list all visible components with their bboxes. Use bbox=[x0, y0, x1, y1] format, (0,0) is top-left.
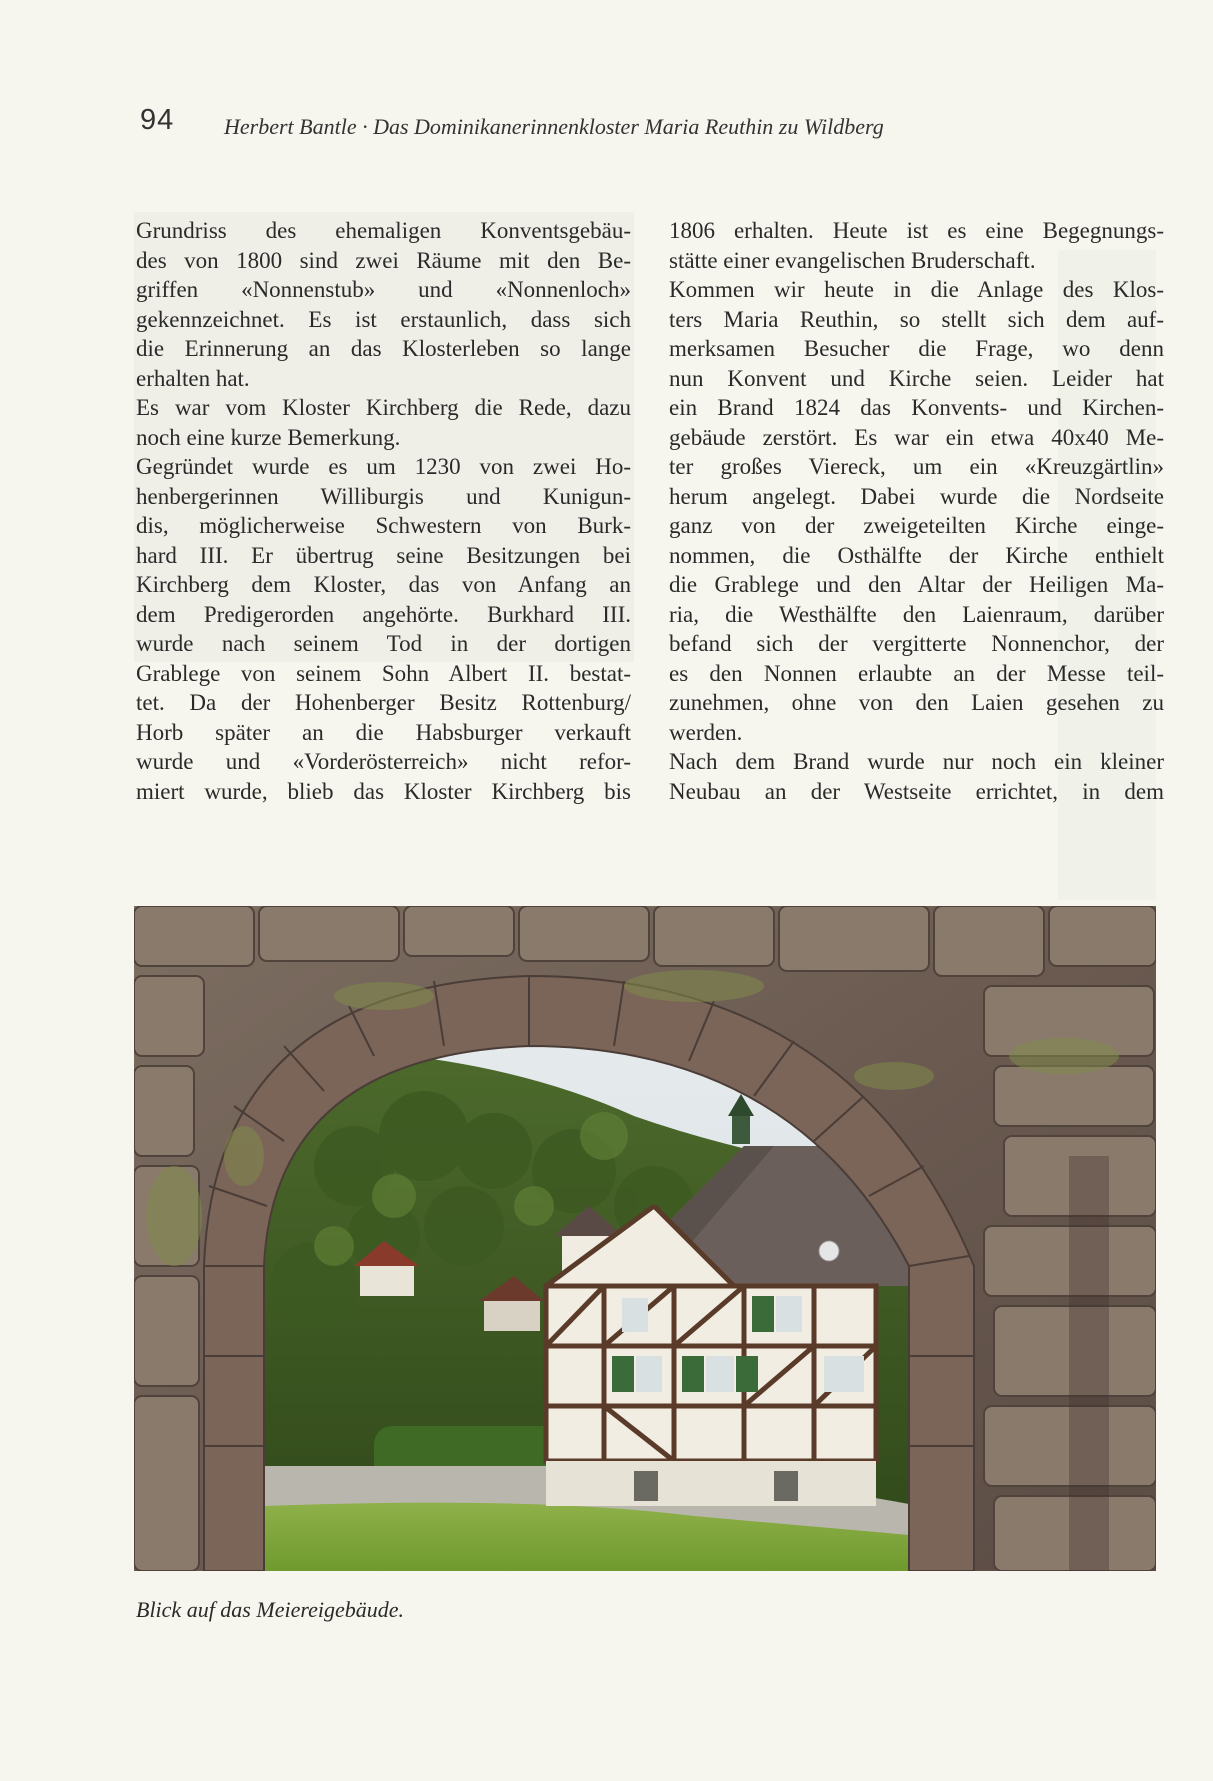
text-line: miert wurde, blieb das Kloster Kirchberg bis bbox=[136, 778, 631, 804]
text-line: Horb später an die Habsburger verkauft bbox=[136, 719, 631, 745]
text-line: befand sich der vergitterte Nonnenchor, der bbox=[669, 631, 1164, 656]
text-line: gekennzeichnet. Es ist erstaunlich, dass sich bbox=[136, 306, 631, 332]
text-line: Grablege von seinem Sohn Albert II. bestat- bbox=[136, 660, 631, 686]
text-line: die Grablege und den Altar der Heiligen Ma- bbox=[669, 572, 1164, 597]
text-line: Neubau an der Westseite errichtet, in dem bbox=[669, 778, 1164, 804]
text-line: Gegründet wurde es um 1230 von zwei Ho- bbox=[136, 454, 631, 479]
text-line: die Erinnerung an das Klosterleben so lange bbox=[136, 336, 631, 361]
text-line: hard III. Er übertrug seine Besitzungen bei bbox=[136, 542, 631, 568]
text-line: Grundriss des ehemaligen Konventsgebäu- bbox=[136, 218, 631, 243]
page-number: 94 bbox=[140, 104, 175, 136]
text-line: erhalten hat. bbox=[136, 365, 250, 391]
text-line: dis, möglicherweise Schwestern von Burk- bbox=[136, 513, 631, 538]
text-line: stätte einer evangelischen Bruderschaft. bbox=[669, 247, 1036, 273]
text-line: merksamen Besucher die Frage, wo denn bbox=[669, 336, 1164, 361]
text-line: zunehmen, ohne von den Laien gesehen zu bbox=[669, 690, 1164, 715]
text-line: griffen «Nonnenstub» und «Nonnenloch» bbox=[136, 277, 631, 302]
text-line: Es war vom Kloster Kirchberg die Rede, dazu bbox=[136, 395, 631, 420]
text-line: Kirchberg dem Kloster, das von Anfang an bbox=[136, 572, 631, 597]
photo-stone-arch-meierei bbox=[134, 906, 1156, 1571]
text-line: herum angelegt. Dabei wurde die Nordseite bbox=[669, 483, 1164, 509]
text-line: ein Brand 1824 das Konvents- und Kirchen- bbox=[669, 395, 1164, 420]
running-title: Herbert Bantle · Das Dominikanerinnenkloster Maria Reuthin zu Wildberg bbox=[224, 114, 884, 139]
text-line: dem Predigerorden angehörte. Burkhard III. bbox=[136, 601, 631, 627]
text-line: ter großes Viereck, um ein «Kreuzgärtlin» bbox=[669, 454, 1164, 479]
text-line: ria, die Westhälfte den Laienraum, darüber bbox=[669, 601, 1164, 627]
text-line: wurde und «Vorderösterreich» nicht refor- bbox=[136, 749, 631, 774]
text-column-right bbox=[669, 216, 1164, 806]
text-line: tet. Da der Hohenberger Besitz Rottenburg/ bbox=[136, 690, 631, 715]
text-line: nommen, die Osthälfte der Kirche enthielt bbox=[669, 542, 1164, 568]
text-line: des von 1800 sind zwei Räume mit den Be- bbox=[136, 247, 631, 273]
text-line: es den Nonnen erlaubte an der Messe teil- bbox=[669, 660, 1164, 686]
text-line: gebäude zerstört. Es war ein etwa 40x40 Me- bbox=[669, 424, 1164, 450]
text-line: ganz von der zweigeteilten Kirche einge- bbox=[669, 513, 1164, 538]
text-line: henbergerinnen Williburgis und Kunigun- bbox=[136, 483, 631, 509]
text-line: Kommen wir heute in die Anlage des Klos- bbox=[669, 277, 1164, 302]
text-line: nun Konvent und Kirche seien. Leider hat bbox=[669, 365, 1164, 391]
text-line: noch eine kurze Bemerkung. bbox=[136, 424, 401, 450]
text-line: werden. bbox=[669, 719, 743, 745]
figure-caption: Blick auf das Meiereigebäude. bbox=[136, 1597, 404, 1622]
text-line: Nach dem Brand wurde nur noch ein kleiner bbox=[669, 749, 1164, 774]
text-line: wurde nach seinem Tod in der dortigen bbox=[136, 631, 631, 656]
text-column-left bbox=[136, 216, 631, 806]
text-line: ters Maria Reuthin, so stellt sich dem auf- bbox=[669, 306, 1164, 332]
text-line: 1806 erhalten. Heute ist es eine Begegnungs- bbox=[669, 218, 1164, 243]
